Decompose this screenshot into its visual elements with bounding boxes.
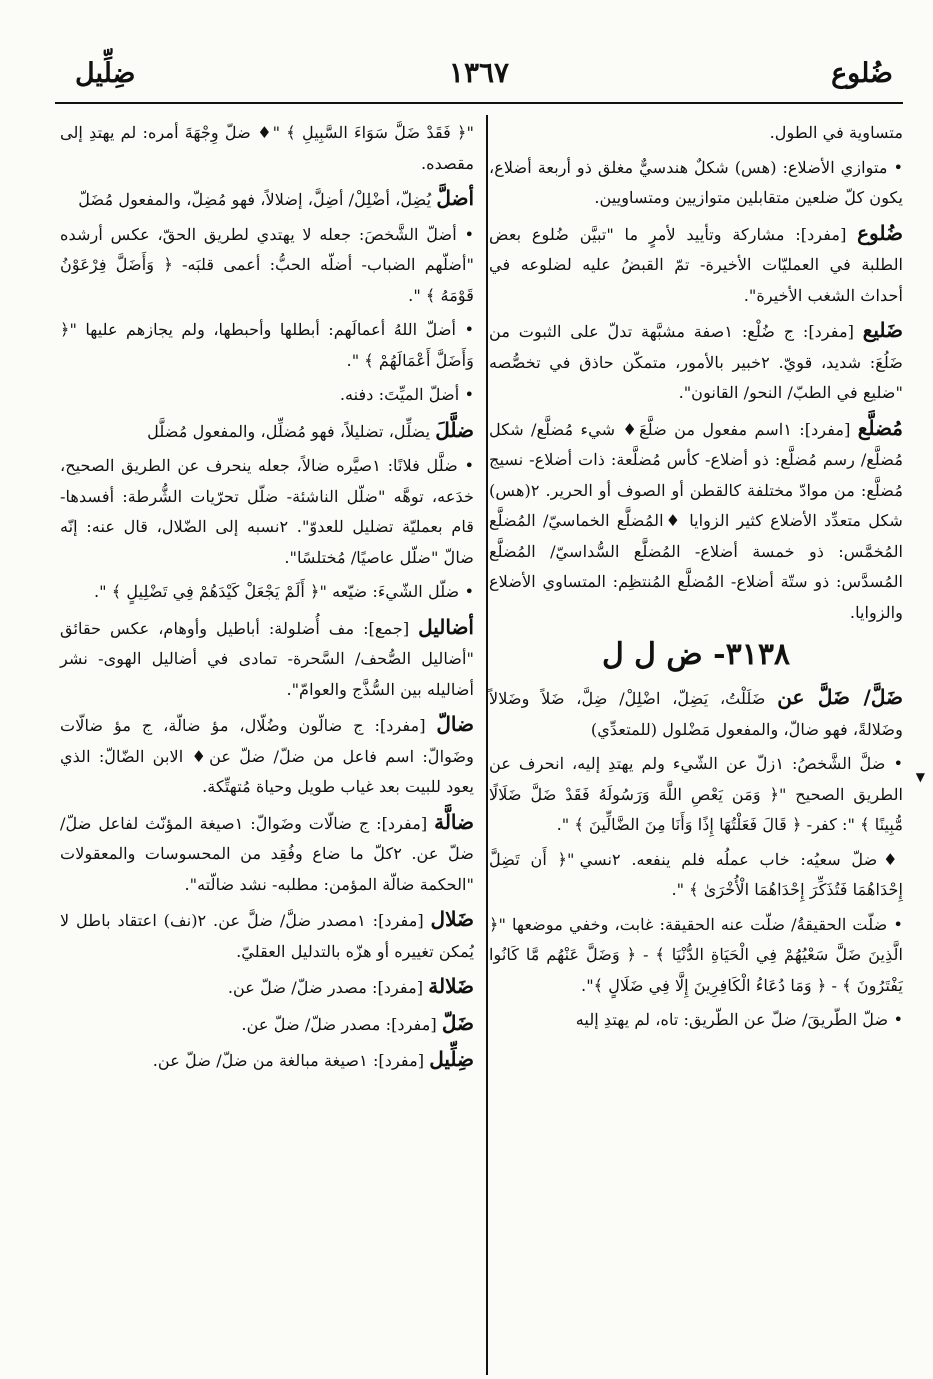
entry-headword: ضَلال [430,907,474,931]
dictionary-entry [60,1044,474,1077]
dictionary-entry [60,1008,474,1041]
dictionary-entry [60,183,474,216]
entry-definition: [مفرد]: ١مصدر ضلَّ/ ضلَّ عن. ٢(نف) اعتقاد باطل لا يُمكن تغييره أو هزّه بالتدليل العقليّ. [60,911,474,961]
entry-definition: [مفرد]: ج ضالّون وضُلّال، مؤ ضالّة، ج مؤ ضالّات وضَوالّ: اسم فاعل من ضلّ/ ضلّ عن♦ الابن الضّالّ: الذي يعود للبيت بعد غياب طويل وحياة مُتهتِّكة. [60,716,474,796]
entry-definition: يُضِلّ، أضْلِلْ/ أضِلَّ، إضلالاً، فهو مُضِلّ، والمفعول مُضَلّ [78,190,437,209]
entry-headword: ضلَّلَ [435,417,474,442]
dictionary-entry [489,413,903,629]
column-divider [486,115,488,1375]
dictionary-entry [60,709,474,803]
dictionary-entry [489,315,903,409]
entry-paragraph: • متوازي الأضلاع: (هس) شكلٌ هندسيٌّ مغلق ذو أربعة أضلاع، يكون كلّ ضلعين متقابلين متوازيين ومتساويين. [489,157,903,207]
entry-definition: [مفرد]: ١اسم مفعول من ضلَّعَ♦ شيء مُضلَّع/ شكل مُضلَّع/ رسم مُضلَّع: ذو أضلاع- كأس مُضلَّعة: ذات أضلاع- نسيج مُضلَّع: من موادّ مختلفة كالقطن أو الصوف أو الحرير. ٢(هس) شكل متعدِّد الأضلاع كثير الزوايا ♦المُضلَّع الخماسيّ/ المُضلَّع المُخمَّس: ذو خمسة أضلاع- المُضلَّع السُّداسيّ/ المُضلَّع المُسدَّس: ذو ستّة أضلاع- المُضلَّع المُنتظِم: المتساوي الأضلاع والزوايا. [489,419,903,622]
entry-paragraph: • ضلَّ الشَّخصُ: ١زلّ عن الشّيء ولم يهتدِ إليه، انحرف عن الطريق الصحيح "﴿ وَمَن يَعْصِ اللَّهَ وَرَسُولَهُ فَقَدْ ضَلَّ ضَلَالًا مُّبِينًا ﴾ ": كفر- ﴿ قَالَ فَعَلْتُهَا إِذًا وَأَنَا مِنَ الضَّالِّينَ ﴾ ". [489,754,903,834]
dictionary-entry [489,218,903,312]
right-column [489,118,903,1040]
page-number: ١٣٦٧ [448,56,510,89]
entry-headword: أضلَّ [436,186,474,210]
entry-paragraph: • ضلّ الطّريقَ/ ضلّ عن الطّريق: تاه، لم يهتدِ إليه [575,1010,903,1029]
entry-definition: [مفرد]: ج ضالّات وضَوالّ: ١صيغة المؤنّث لفاعل ضلّ/ ضلّ عن. ٢كلّ ما ضاع وفُقِد من المحسوسات والمعقولات "الحكمة ضالّة المؤمن: مطلبه- نشد ضالّته". [60,813,474,894]
entry-definition: [جمع]: مف أُضلولة: أباطيل وأوهام، عكس حقائق "أضاليل الصُّحف/ السَّحرة- تمادى في أضاليل الهوى- نشر أضاليله بين السُّذَّج والعوامّ". [60,618,474,699]
header-headword-right: ضُلوع [831,58,893,89]
entry-headword: أضاليل [418,614,474,639]
entry-paragraph: متساوية في الطول. [769,123,903,142]
header-headword-left: ضِلِّيل [75,58,136,89]
entry-headword: ضالَّة [434,809,474,834]
entry-headword: ضَلّ [441,1010,474,1035]
entry-definition: ضَلَلْتُ، يَضِلّ، اضْلِلْ/ ضِلَّ، ضَلاً وضَلالاً وضَلالةً، فهو ضالّ، والمفعول مَضْلول (للمتعدِّي) [489,689,903,739]
dictionary-entry [60,971,474,1004]
dictionary-entry [60,415,474,448]
entry-paragraph: ♦ضلّ سعيُه: خاب عملُه فلم ينفعه. ٢نسي "﴿ أَن تَضِلَّ إِحْدَاهُمَا فَتُذَكِّرَ إِحْدَاهُمَا الْأُخْرَىٰ ﴾ ". [489,849,903,899]
entry-headword: ضَلالة [428,974,474,998]
entry-paragraph: "﴿ فَقَدْ ضَلَّ سَوَاءَ السَّبِيلِ ﴾ "♦ ضلّ وِجْهَةَ أمره: لم يهتدِ إلى مقصده. [60,123,474,173]
entry-headword: مُضلَّع [857,415,904,440]
dictionary-entry [60,612,474,706]
entry-paragraph: • ضلّل الشّيءَ: ضيّعه "﴿ أَلَمْ يَجْعَلْ كَيْدَهُمْ فِي تَضْلِيلٍ ﴾ ". [94,582,474,601]
entry-paragraph: • أضلّ الشَّخصَ: جعله لا يهتدي لطريق الحقّ، عكس أرشده "أضلّهم الضباب- أضلّه الحبُّ: أعمى قلبَه- ﴿ وَأَضَلَّ فِرْعَوْنُ قَوْمَهُ ﴾ ". [60,224,474,305]
dictionary-entry [60,807,474,901]
entry-paragraph: • ضلّت الحقيقةُ/ ضلّت عنه الحقيقة: غابت، وخفي موضعها "﴿ الَّذِينَ ضَلَّ سَعْيُهُمْ فِي الْحَيَاةِ الدُّنْيَا ﴾ - ﴿ وَضَلَّ عَنْهُم مَّا كَانُوا يَفْتَرُونَ ﴾ - ﴿ وَمَا دُعَاءُ الْكَافِرِينَ إِلَّا فِي ضَلَالٍ ﴾". [489,914,903,995]
entry-definition: [مفرد]: ج ضُلْع: ١صفة مشبَّهة تدلّ على الثبوت من ضَلُعَ: شديد، قويّ. ٢خبير بالأمور، متمكّن حاذق في تخصُّصه "ضليع في الطبّ/ النحو/ القانون". [489,322,903,402]
entry-paragraph: • أضلّ الميِّتَ: دفنه. [339,385,474,404]
entry-definition: [مفرد]: ١صيغة مبالغة من ضلّ/ ضلّ عن. [152,1051,430,1070]
entry-headword: ضُلوع [857,220,903,245]
left-column [60,118,474,1081]
root-heading: ٣١٣٨- ض ل ل [601,637,791,672]
page-header [55,50,903,104]
entry-paragraph: • أضلّ اللهُ أعمالَهم: أبطلها وأحبطها، ولم يجازهم عليها "﴿ وَأَضَلَّ أَعْمَالَهُمْ ﴾ ". [60,320,474,370]
entry-definition: [مفرد]: مشاركة وتأييد لأمرٍ ما "تبيَّن ضُلوع بعض الطلبة في العمليّات الأخيرة- تمّ القبضُ عليه لضلوعه في أحداث الشغب الأخيرة". [489,224,903,305]
dictionary-entry [489,682,903,745]
entry-headword: ضِلِّيل [429,1047,474,1071]
entry-definition: يضلِّل، تضليلاً، فهو مُضلِّل، والمفعول مُضلَّل [147,421,436,441]
entry-definition: [مفرد]: مصدر ضلّ/ ضلّ عن. [241,1014,442,1034]
entry-paragraph: • ضلَّل فلانًا: ١صيَّره ضالاً، جعله ينحرف عن الطريق الصحيح، خدَعه، توهَّه "ضلّل الناشئة- ضلّل تحرّيات الشُّرطة: أفسدها- قام بعمليّة تضليل للعدوّ". ٢نسبه إلى الضّلال، قال عنه: إنّه ضالّ "ضلّل عاصيًا/ مُختلسًا". [60,456,475,567]
dictionary-entry [60,904,474,967]
entry-headword: ضالّ [436,712,474,736]
entry-headword: ضَلَّ/ ضَلَّ عن [777,685,903,709]
entry-headword: ضَليع [862,318,904,342]
entry-definition: [مفرد]: مصدر ضلّ/ ضلّ عن. [227,978,429,997]
margin-marker: ▼ [915,770,925,784]
